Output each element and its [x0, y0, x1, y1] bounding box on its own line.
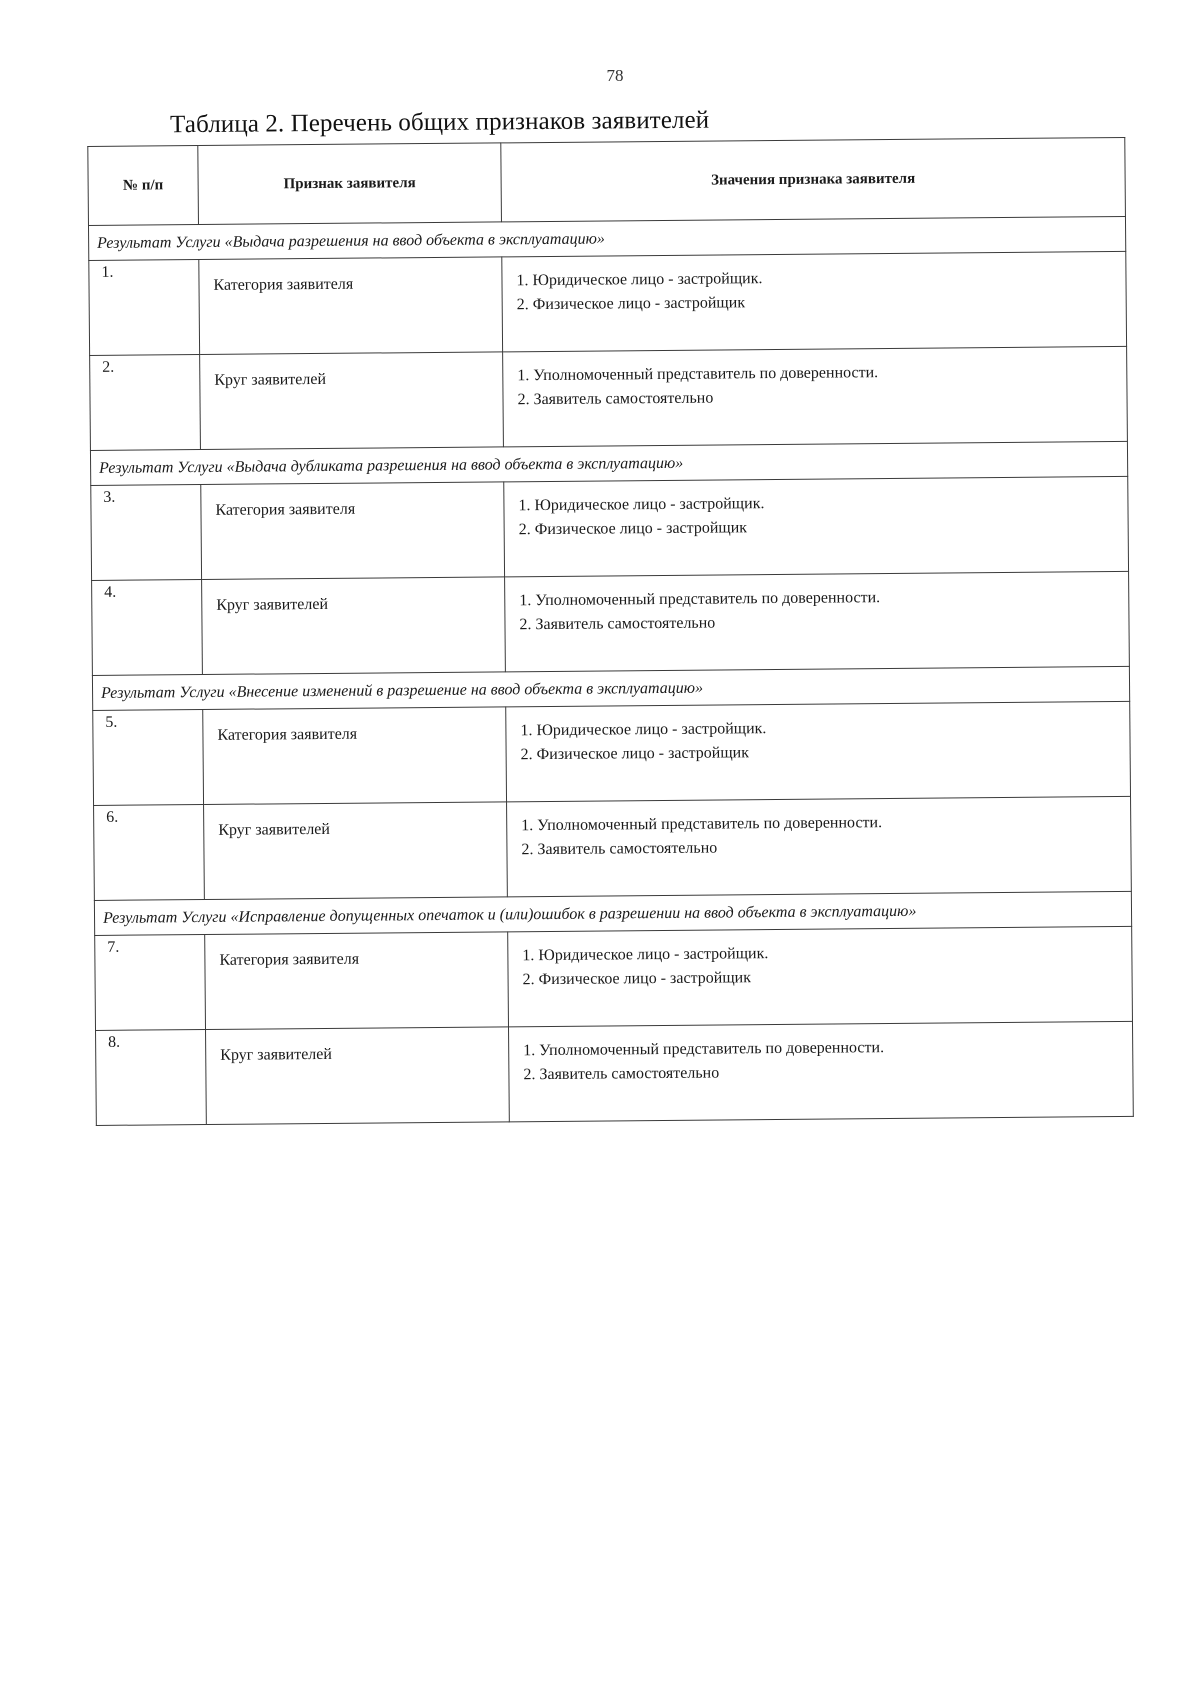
row-attribute: Категория заявителя: [201, 482, 505, 580]
row-values: [503, 346, 1128, 446]
value-line: 2. Физическое лицо - застройщик: [518, 519, 748, 539]
table-row: [91, 476, 1129, 580]
row-num: 6.: [94, 805, 205, 901]
value-line: 2. Заявитель самостоятельно: [517, 389, 714, 409]
row-num: 5.: [93, 710, 204, 806]
row-values: [507, 796, 1132, 896]
table-row: [95, 926, 1133, 1030]
row-attribute: Круг заявителей: [204, 802, 508, 900]
value-line: 2. Заявитель самостоятельно: [521, 839, 718, 859]
value-line: 1. Уполномоченный представитель по доверенности.: [519, 589, 881, 610]
table-row: [92, 571, 1130, 675]
row-attribute: Категория заявителя: [199, 257, 503, 355]
row-values: [505, 571, 1130, 671]
row-values: [502, 251, 1127, 351]
table-header-row: [88, 137, 1126, 225]
value-line: 1. Юридическое лицо - застройщик.: [518, 495, 765, 515]
value-line: 1. Уполномоченный представитель по доверенности.: [517, 364, 879, 385]
value-line: 1. Уполномоченный представитель по доверенности.: [523, 1039, 885, 1060]
value-line: 1. Уполномоченный представитель по доверенности.: [521, 814, 883, 835]
row-num: 7.: [95, 935, 206, 1031]
value-line: 2. Физическое лицо - застройщик: [522, 969, 752, 989]
value-line: 1. Юридическое лицо - застройщик.: [522, 945, 769, 965]
row-attribute: Круг заявителей: [202, 577, 506, 675]
section-title: Результат Услуги «Внесение изменений в разрешение на ввод объекта в эксплуатацию»: [92, 666, 1129, 710]
row-num: 8.: [96, 1030, 207, 1126]
section-title: Результат Услуги «Выдача разрешения на ввод объекта в эксплуатацию»: [88, 216, 1125, 260]
value-line: 2. Физическое лицо - застройщик: [520, 744, 750, 764]
row-num: 3.: [91, 485, 202, 581]
value-line: 1. Юридическое лицо - застройщик.: [516, 270, 763, 290]
row-values: [508, 926, 1133, 1026]
row-values: [504, 476, 1129, 576]
applicants-table: [87, 137, 1134, 1126]
row-num: 2.: [90, 355, 201, 451]
section-title: Результат Услуги «Исправление допущенных опечаток и (или)ошибок в разрешении на ввод объекта в эксплуатацию»: [94, 891, 1131, 935]
table-row: [93, 701, 1131, 805]
applicants-table-block: [87, 103, 1134, 1126]
table-row: [90, 346, 1128, 450]
value-line: 2. Заявитель самостоятельно: [519, 614, 716, 634]
header-num: № п/п: [88, 146, 199, 226]
value-line: 2. Заявитель самостоятельно: [523, 1064, 720, 1084]
row-attribute: Категория заявителя: [203, 707, 507, 805]
value-line: 1. Юридическое лицо - застройщик.: [520, 720, 767, 740]
table-title: Таблица 2. Перечень общих признаков заявителей: [169, 106, 710, 139]
row-attribute: Круг заявителей: [206, 1027, 510, 1125]
header-attribute: Признак заявителя: [198, 143, 502, 225]
section-title: Результат Услуги «Выдача дубликата разрешения на ввод объекта в эксплуатацию»: [90, 441, 1127, 485]
header-values: Значения признака заявителя: [501, 137, 1126, 221]
row-attribute: Круг заявителей: [200, 352, 504, 450]
table-row: [96, 1021, 1134, 1125]
value-line: 2. Физическое лицо - застройщик: [516, 294, 746, 314]
row-num: 1.: [89, 260, 200, 356]
table-row: [94, 796, 1132, 900]
row-attribute: Категория заявителя: [205, 932, 509, 1030]
page-number: 78: [606, 66, 624, 85]
row-values: [508, 1021, 1133, 1121]
row-num: 4.: [92, 580, 203, 676]
table-row: [89, 251, 1127, 355]
row-values: [506, 701, 1131, 801]
